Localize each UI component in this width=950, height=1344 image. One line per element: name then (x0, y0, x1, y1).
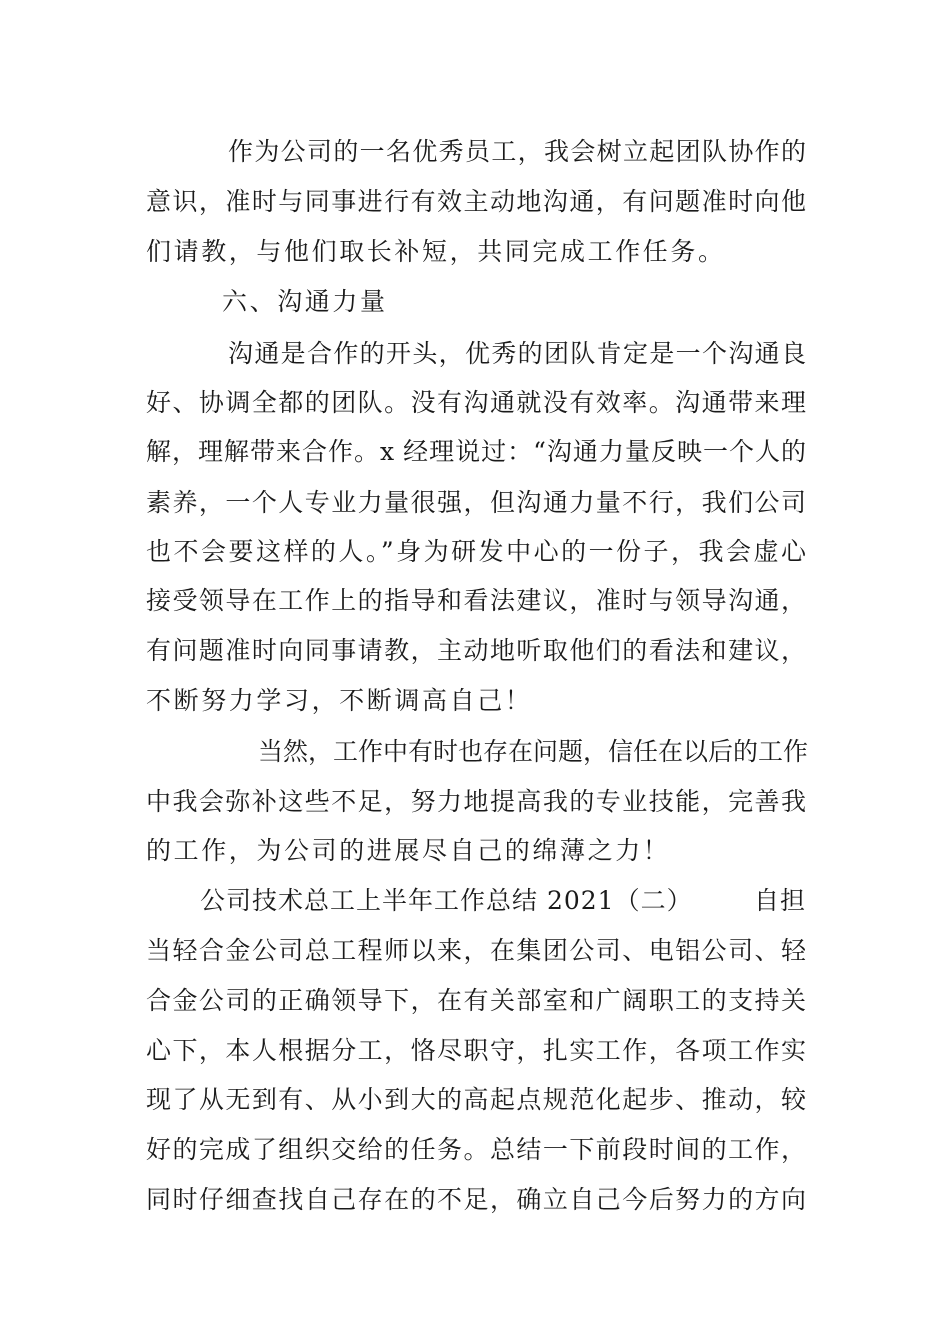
paragraph-line: 当轻合金公司总工程师以来，在集团公司、电铝公司、轻 (146, 936, 806, 965)
paragraph-line: 中我会弥补这些不足，努力地提高我的专业技能，完善我 (146, 787, 806, 816)
paragraph-line: 们请教，与他们取长补短，共同完成工作任务。 (146, 237, 726, 266)
paragraph-line: 当然，工作中有时也存在问题，信任在以后的工作 (258, 737, 809, 766)
section-heading: 六、沟通力量 (222, 287, 388, 316)
paragraph-start: 自担 (753, 886, 806, 915)
paragraph-line: 的工作，为公司的进展尽自己的绵薄之力！ (146, 836, 671, 865)
paragraph-line: 好、协调全都的团队。没有沟通就没有效率。沟通带来理 (146, 388, 806, 417)
paragraph-line: 也不会要这样的人。”身为研发中心的一份子，我会虚心 (146, 537, 806, 566)
paragraph-line: 意识，准时与同事进行有效主动地沟通，有问题准时向他 (146, 187, 806, 216)
paragraph-line: 心下，本人根据分工，恪尽职守，扎实工作，各项工作实 (146, 1036, 806, 1065)
paragraph-line: 作为公司的一名优秀员工，我会树立起团队协作的 (228, 137, 806, 166)
paragraph-line: 现了从无到有、从小到大的高起点规范化起步、推动，较 (146, 1085, 806, 1114)
section-title-row (200, 886, 806, 916)
paragraph-line: 解，理解带来合作。x 经理说过：“沟通力量反映一个人的 (146, 437, 806, 466)
paragraph-line: 素养，一个人专业力量很强，但沟通力量不行，我们公司 (146, 488, 806, 517)
paragraph-line: 沟通是合作的开头，优秀的团队肯定是一个沟通良 (228, 339, 806, 368)
paragraph-line: 合金公司的正确领导下，在有关部室和广阔职工的支持关 (146, 986, 806, 1015)
paragraph-line: 好的完成了组织交给的任务。总结一下前段时间的工作， (146, 1135, 806, 1164)
paragraph-line: 同时仔细查找自己存在的不足，确立自己今后努力的方向 (146, 1185, 806, 1214)
paragraph-line: 有问题准时向同事请教，主动地听取他们的看法和建议， (146, 636, 806, 665)
paragraph-line: 不断努力学习，不断调高自己！ (146, 686, 533, 715)
section-title: 公司技术总工上半年工作总结 2021（二） (200, 886, 693, 915)
paragraph-line: 接受领导在工作上的指导和看法建议，准时与领导沟通， (146, 586, 806, 615)
